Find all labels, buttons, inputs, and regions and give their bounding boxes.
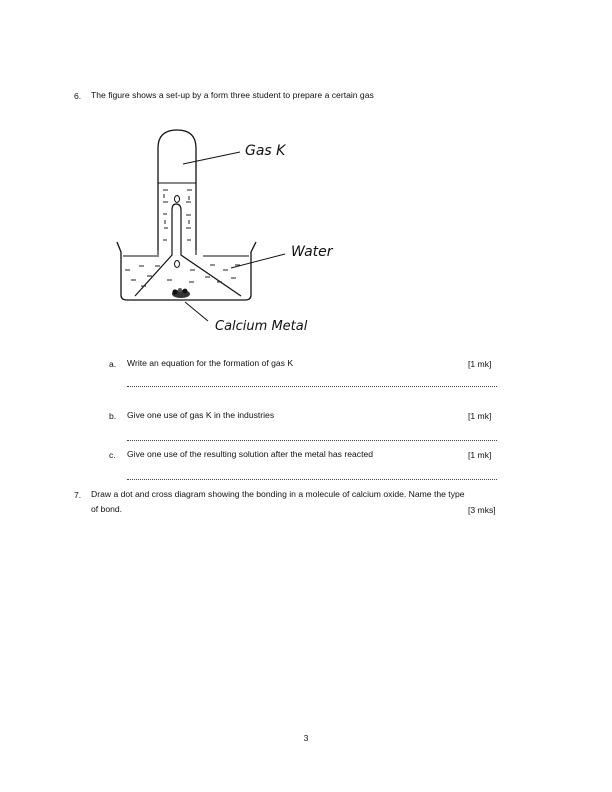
label-calcium-metal: Calcium Metal (215, 319, 308, 334)
part-a-letter: a. (109, 359, 117, 369)
part-a-text: Write an equation for the formation of gas K (127, 358, 294, 368)
calcium-metal-lump (172, 288, 190, 298)
part-b-marks: [1 mk] (468, 411, 492, 421)
part-b-letter: b. (109, 411, 117, 421)
question-6-text: The figure shows a set-up by a form three student to prepare a certain gas (91, 90, 374, 100)
part-a-marks: [1 mk] (468, 359, 492, 369)
metal-pointer (185, 302, 208, 321)
gas-k-pointer (183, 152, 240, 164)
gas-bubble (175, 261, 180, 268)
gas-preparation-figure (105, 120, 345, 345)
part-c-letter: c. (109, 450, 116, 460)
question-7-text-line2: of bond. (91, 504, 123, 514)
label-gas-k: Gas K (245, 143, 286, 159)
page-number: 3 (303, 733, 309, 743)
part-c-marks: [1 mk] (468, 450, 492, 460)
part-c-text: Give one use of the resulting solution after the metal has reacted (127, 449, 374, 459)
gas-bubble (175, 196, 180, 203)
label-water: Water (291, 244, 333, 260)
question-7-number: 7. (74, 490, 82, 500)
question-7-text-line1: Draw a dot and cross diagram showing the bonding in a molecule of calcium oxide. Name the type (91, 489, 465, 499)
part-b-text: Give one use of gas K in the industries (127, 410, 275, 420)
question-6-number: 6. (74, 91, 82, 101)
part-a-answer-line[interactable] (127, 386, 497, 387)
part-b-answer-line[interactable] (127, 440, 497, 441)
question-7-marks: [3 mks] (468, 505, 496, 515)
part-c-answer-line[interactable] (127, 479, 497, 480)
funnel (135, 204, 241, 296)
